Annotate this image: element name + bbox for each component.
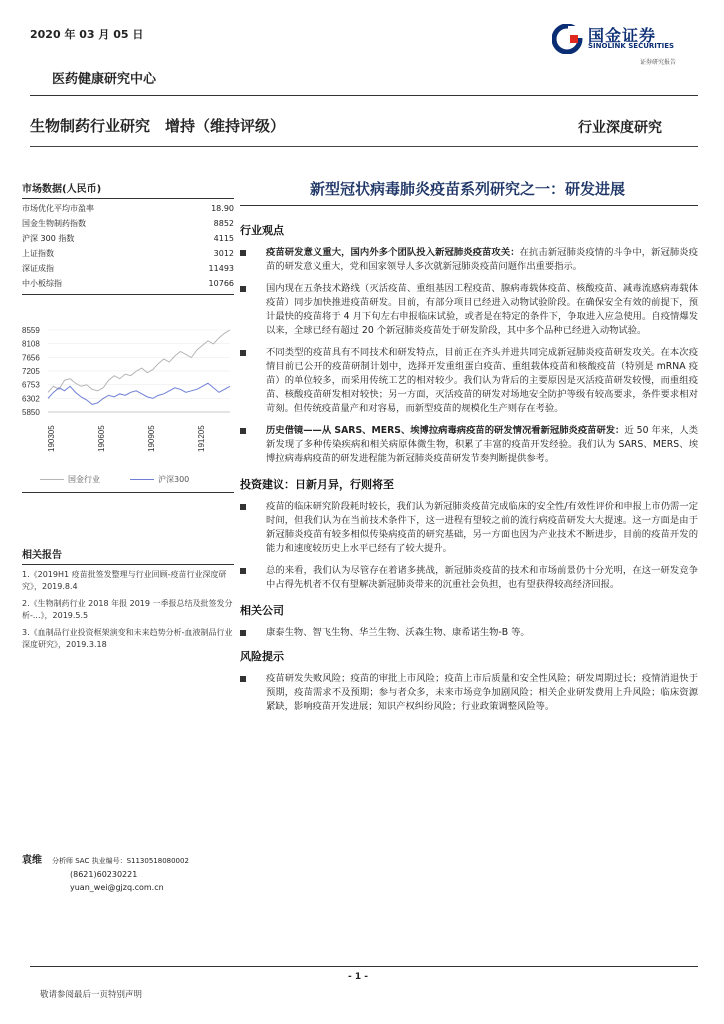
brand-name-cn: 国金证券 <box>588 26 657 45</box>
section-investment: 投资建议：日新月异，行则将至 <box>240 478 394 491</box>
main-body <box>240 222 698 714</box>
research-center: 医药健康研究中心 <box>52 72 157 87</box>
series-line-csi300 <box>48 383 230 404</box>
y-tick-label: 7205 <box>22 366 40 376</box>
bullet-paragraph: 康泰生物、智飞生物、华兰生物、沃森生物、康希诺生物-B 等。 <box>240 626 698 640</box>
y-tick-label: 8108 <box>22 339 40 349</box>
section-related-companies: 相关公司 <box>240 604 284 617</box>
bullet-paragraph: 不同类型的疫苗具有不同技术和研发特点，目前正在齐头并进共同完成新冠肺炎疫苗研发攻关。在本次疫情目前已公开的疫苗研制计划中，选择开发重组蛋白疫苗、重组载体疫苗和核酸疫苗（特别是 mRNA 疫苗）的单位较多，而采用传统工艺的相对较少。我们认为背后的主要原因是灭活疫苗研发较慢，而重组疫苗、核酸疫苗研发相对较快；另一方面，灭活疫苗的研发对场地安全防护等级有较高要求，条件要求相对苛刻。但传统疫苗量产和对容易，而新型疫苗的规模化生产则存在考验。 <box>240 346 698 416</box>
market-row: 深证成指 11493 <box>22 264 234 273</box>
market-row: 国金生物制药指数 8852 <box>22 219 234 228</box>
y-tick-label: 5850 <box>22 408 40 417</box>
header-divider <box>30 95 698 96</box>
legend-item: 国金行业 <box>40 474 100 485</box>
market-row: 中小板综指 10766 <box>22 279 234 288</box>
analyst-name: 袁维 <box>22 855 42 866</box>
analyst-sac-id: 分析师 SAC 执业编号：S1130518080002 <box>52 857 189 865</box>
bullet-icon <box>240 630 246 636</box>
market-row: 上证指数 3012 <box>22 249 234 258</box>
footer-note: 敬请参阅最后一页特别声明 <box>40 990 143 1000</box>
chart-divider <box>22 492 234 493</box>
bullet-paragraph: 总的来看，我们认为尽管存在着诸多挑战，新冠肺炎疫苗的技术和市场前景仍十分光明，在这一研发竞争中占得先机者不仅有望解决新冠肺炎带来的沉重社会负担，也有望获得较高经济回报。 <box>240 564 698 592</box>
brand-subtitle: 证券研究报告 <box>640 59 677 66</box>
market-data-panel <box>22 180 234 295</box>
analyst-block <box>22 854 234 894</box>
page-number: - 1 - <box>348 972 368 982</box>
market-row: 市场优化平均市盈率 18.90 <box>22 204 234 213</box>
analyst-email[interactable]: yuan_wei@gjzq.com.cn <box>70 883 164 892</box>
bullet-paragraph: 疫苗的临床研究阶段耗时较长，我们认为新冠肺炎疫苗完成临床的安全性/有效性评价和申报上市仍需一定时间，但我们认为在当前技术条件下，这一进程有望较之前的流行病疫苗研发大大提速。这一方面是由于新冠肺炎疫苗有较多相似传染病疫苗的研究基础，另一方面也因为产业技术不断进步，目前的疫苗开发的能力和速度较历史上水平已经有了较大提升。 <box>240 500 698 556</box>
report-title: 新型冠状病毒肺炎疫苗系列研究之一：研发进展 <box>309 180 625 198</box>
market-data-title: 市场数据(人民币) <box>22 180 234 199</box>
series-line-industry <box>48 330 230 392</box>
footer-divider <box>30 966 698 967</box>
y-tick-label: 8559 <box>22 326 40 335</box>
x-tick-label: 190605 <box>97 425 106 452</box>
section-industry-view: 行业观点 <box>240 224 284 237</box>
related-report-link[interactable]: 3.《血制品行业投资框架演变和未来趋势分析-血液制品行业深度研究》，2019.3.18 <box>22 628 233 649</box>
section-risk: 风险提示 <box>240 650 284 663</box>
x-tick-label: 190905 <box>147 425 156 452</box>
sinolink-logo-icon <box>552 24 584 54</box>
related-reports <box>22 546 234 651</box>
bullet-paragraph: 疫苗研发意义重大，国内外多个团队投入新冠肺炎疫苗攻关：在抗击新冠肺炎疫情的斗争中，新冠肺炎疫苗的研发意义重大，党和国家领导人多次就新冠肺炎疫苗问题作出重要指示。 <box>240 246 698 274</box>
legend-item: 沪深300 <box>130 474 189 485</box>
x-tick-label: 191205 <box>197 425 206 452</box>
market-divider <box>22 294 234 295</box>
bullet-paragraph: 历史借镜——从 SARS、MERS、埃博拉病毒病疫苗的研发情况看新冠肺炎疫苗研发：近 50 年来，人类新发现了多种传染疾病和相关病原体微生物，积累了丰富的疫苗开发经验。我们认为 SARS、MERS、埃博拉病毒病疫苗的研发进程能为新冠肺炎疫苗研发节奏判断提供参考。 <box>240 424 698 466</box>
bullet-icon <box>240 504 246 510</box>
related-report-link[interactable]: 2.《生物制药行业 2018 年报 2019 一季报总结及批签发分析-...》，2019.5.5 <box>22 599 233 620</box>
y-tick-label: 7656 <box>22 353 40 363</box>
headline-divider <box>30 146 698 147</box>
title-divider <box>240 205 698 206</box>
industry-headline: 生物制药行业研究 增持（维持评级） <box>30 117 286 135</box>
market-row: 沪深 300 指数 4115 <box>22 234 234 243</box>
bullet-icon <box>240 286 246 292</box>
brand-name-en: SINOLINK SECURITIES <box>588 42 675 50</box>
report-date: 2020 年 03 月 05 日 <box>30 28 144 41</box>
bullet-icon <box>240 428 246 434</box>
related-report-link[interactable]: 1.《2019H1 疫苗批签发整理与行业回顾-疫苗行业深度研究》，2019.8.4 <box>22 570 227 591</box>
index-line-chart <box>22 322 234 467</box>
analyst-phone: (8621)60230221 <box>70 870 138 879</box>
chart-legend <box>40 474 230 485</box>
related-reports-title: 相关报告 <box>22 546 234 565</box>
bullet-paragraph: 国内现在五条技术路线（灭活疫苗、重组基因工程疫苗、腺病毒载体疫苗、核酸疫苗、减毒流感病毒载体疫苗）同步加快推进疫苗研发。目前，有部分项目已经进入动物试验阶段。在确保安全有效的前提下，预计最快的疫苗将于 4 月下旬左右申报临床试验，或者是在特定的条件下，争取进入应急使用。自疫情爆发以来，全球已经有超过 20 个新冠肺炎疫苗处于研发阶段，其中多个品种已经进入动物试验。 <box>240 282 698 338</box>
bullet-icon <box>240 250 246 256</box>
y-tick-label: 6753 <box>22 380 40 390</box>
x-tick-label: 190305 <box>47 425 56 452</box>
bullet-icon <box>240 568 246 574</box>
bullet-paragraph: 疫苗研发失败风险；疫苗的审批上市风险；疫苗上市后质量和安全性风险；研发周期过长；疫情消退快于预期，疫苗需求不及预期；参与者众多，未来市场竞争加剧风险；相关企业研发费用上升风险；临床资源紧缺，影响疫苗开发进展；知识产权纠纷风险；行业政策调整风险等。 <box>240 672 698 714</box>
document-type: 行业深度研究 <box>578 120 662 136</box>
bullet-icon <box>240 350 246 356</box>
bullet-icon <box>240 676 246 682</box>
y-tick-label: 6302 <box>22 394 40 404</box>
